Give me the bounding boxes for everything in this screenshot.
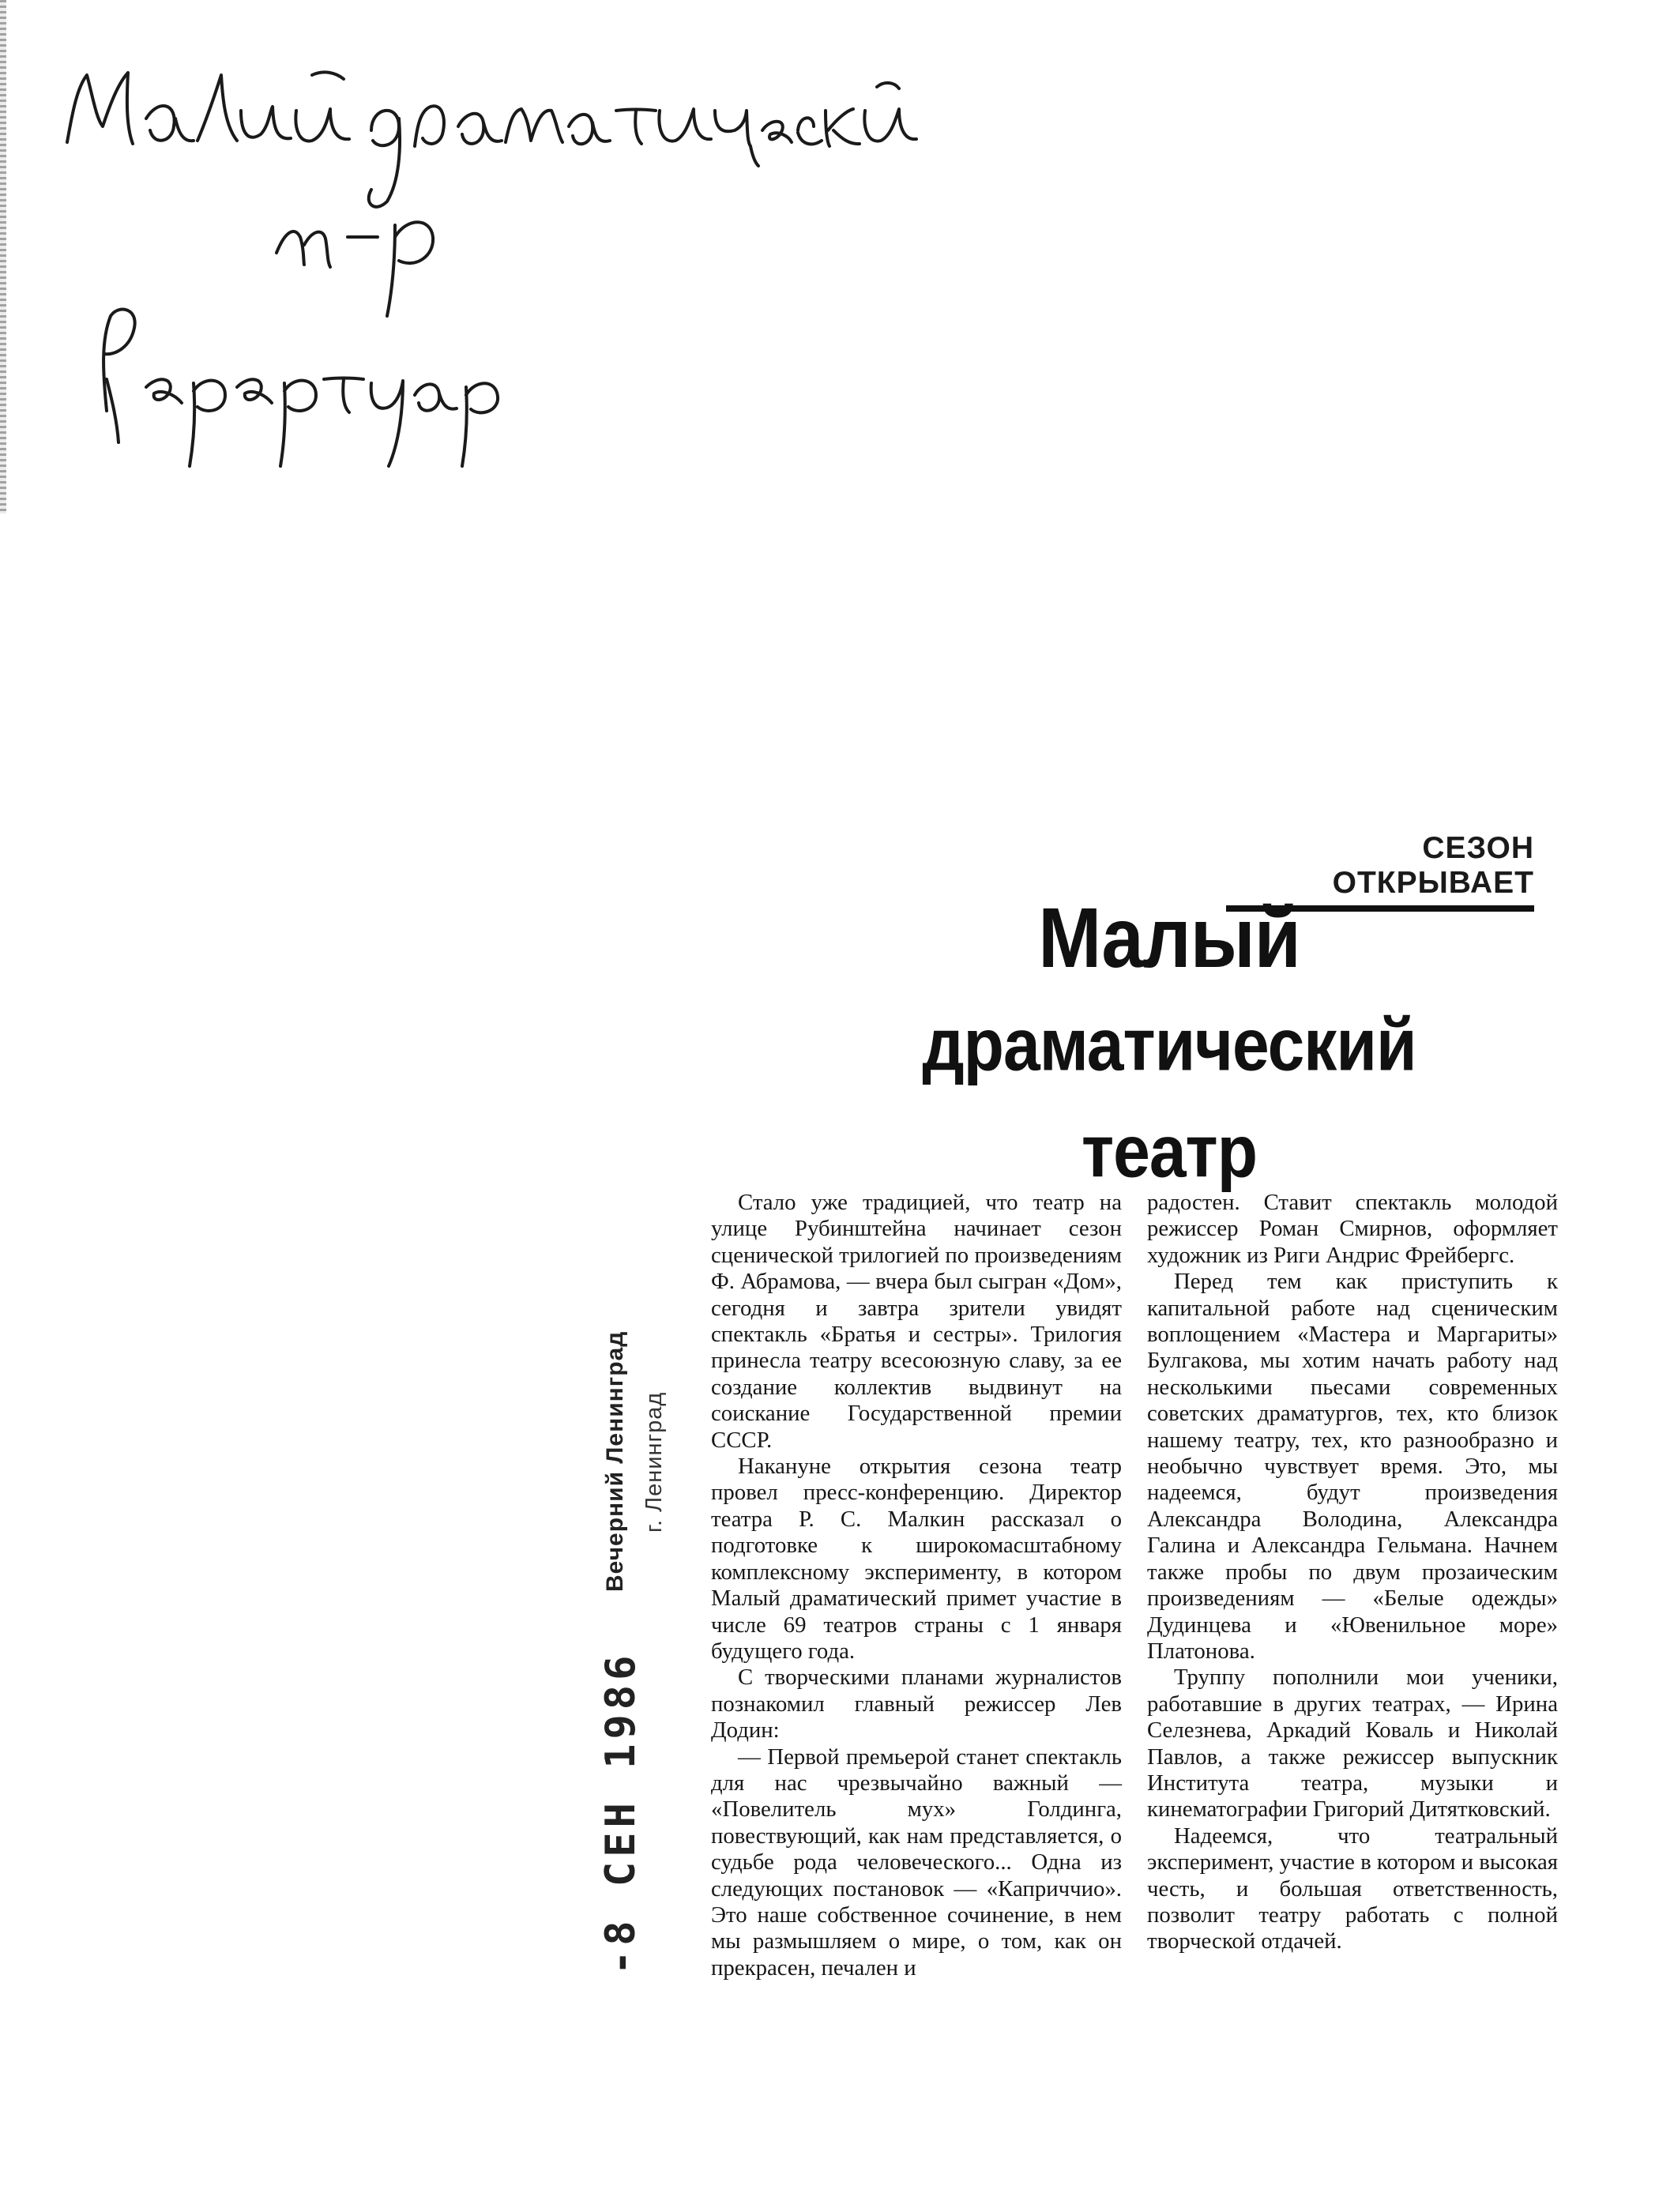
handwritten-note: [0, 0, 987, 490]
article-title-line-2: драматический: [922, 1003, 1416, 1086]
article-paragraph: Труппу пополнили мои ученики, работавшие в других театрах, — Ирина Селезнева, Аркадий Коваль и Николай Павлов, а также режиссер выпускник Института театра, музыки и кинематографии Григорий Дитятковский.: [1147, 1665, 1558, 1823]
article-column-left: [711, 1190, 1122, 2154]
stamp-newspaper-name: Вечерний Ленинград: [602, 1330, 628, 1592]
article-paragraph: Накануне открытия сезона театр провел пресс-конференцию. Директор театра Р. С. Малкин рассказал о подготовке к широкомасштабному комплексному эксперименту, в котором Малый драматический примет участие в числе 69 театров страны с 1 января будущего года.: [711, 1454, 1122, 1664]
article-title-line-1: Малый: [1038, 890, 1300, 986]
handwritten-note-drawing: [0, 0, 987, 490]
article-column-right: [1147, 1190, 1558, 2169]
article-paragraph: С творческими планами журналистов познакомил главный режиссер Лев Додин:: [711, 1665, 1122, 1744]
article-title: [814, 885, 1525, 1205]
article-paragraph: Стало уже традицией, что театр на улице Рубинштейна начинает сезон сценической трилогией по произведениям Ф. Абрамова, — вчера был сыгран «Дом», сегодня и завтра зрители увидят спектакль «Братья и сестры». Трилогия принесла театру всесоюзную славу, за ее создание коллектив выдвинут на соискание Государственной премии СССР.: [711, 1190, 1122, 1453]
clipping-stamp: [597, 1217, 692, 1975]
article-paragraph-continuation: радостен. Ставит спектакль молодой режиссер Роман Смирнов, оформляет художник из Риги Андрис Фрейбергс.: [1147, 1190, 1558, 1268]
stamp-date: -8 СЕН 1986: [597, 1650, 645, 1975]
article-paragraph: Перед тем как приступить к капитальной работе над сценическим воплощением «Мастера и Маргариты» Булгакова, мы хотим начать работу над несколькими пьесами современных советских драматургов, тех, кто близок нашему театру, тех, кто разнообразно и необычно чувствует время. Это, мы надеемся, будут произведения Александра Володина, Александра Галина и Александра Гельмана. Начнем также пробы по двум прозаическим произведениям — «Белые одежды» Дудинцева и «Ювенильное море» Платонова.: [1147, 1269, 1558, 1664]
article-rubric: СЕЗОН ОТКРЫВАЕТ: [1226, 831, 1534, 912]
article-paragraph: Надеемся, что театральный эксперимент, участие в котором и высокая честь, и большая ответственность, позволит театру работать с полной творческой отдачей.: [1147, 1823, 1559, 1954]
article-title-line-3: театр: [1081, 1109, 1258, 1193]
stamp-city: г. Ленинград: [641, 1391, 667, 1533]
article-paragraph: — Первой премьерой станет спектакль для нас чрезвычайно важный — «Повелитель мух» Голдинга, повествующий, как нам представляется, о судьбе рода человеческого... Одна из следующих постановок — «Каприччио». Это наше собственное сочинение, в нем мы размышляем о мире, о том, как он прекрасен, печален и: [711, 1744, 1122, 1981]
